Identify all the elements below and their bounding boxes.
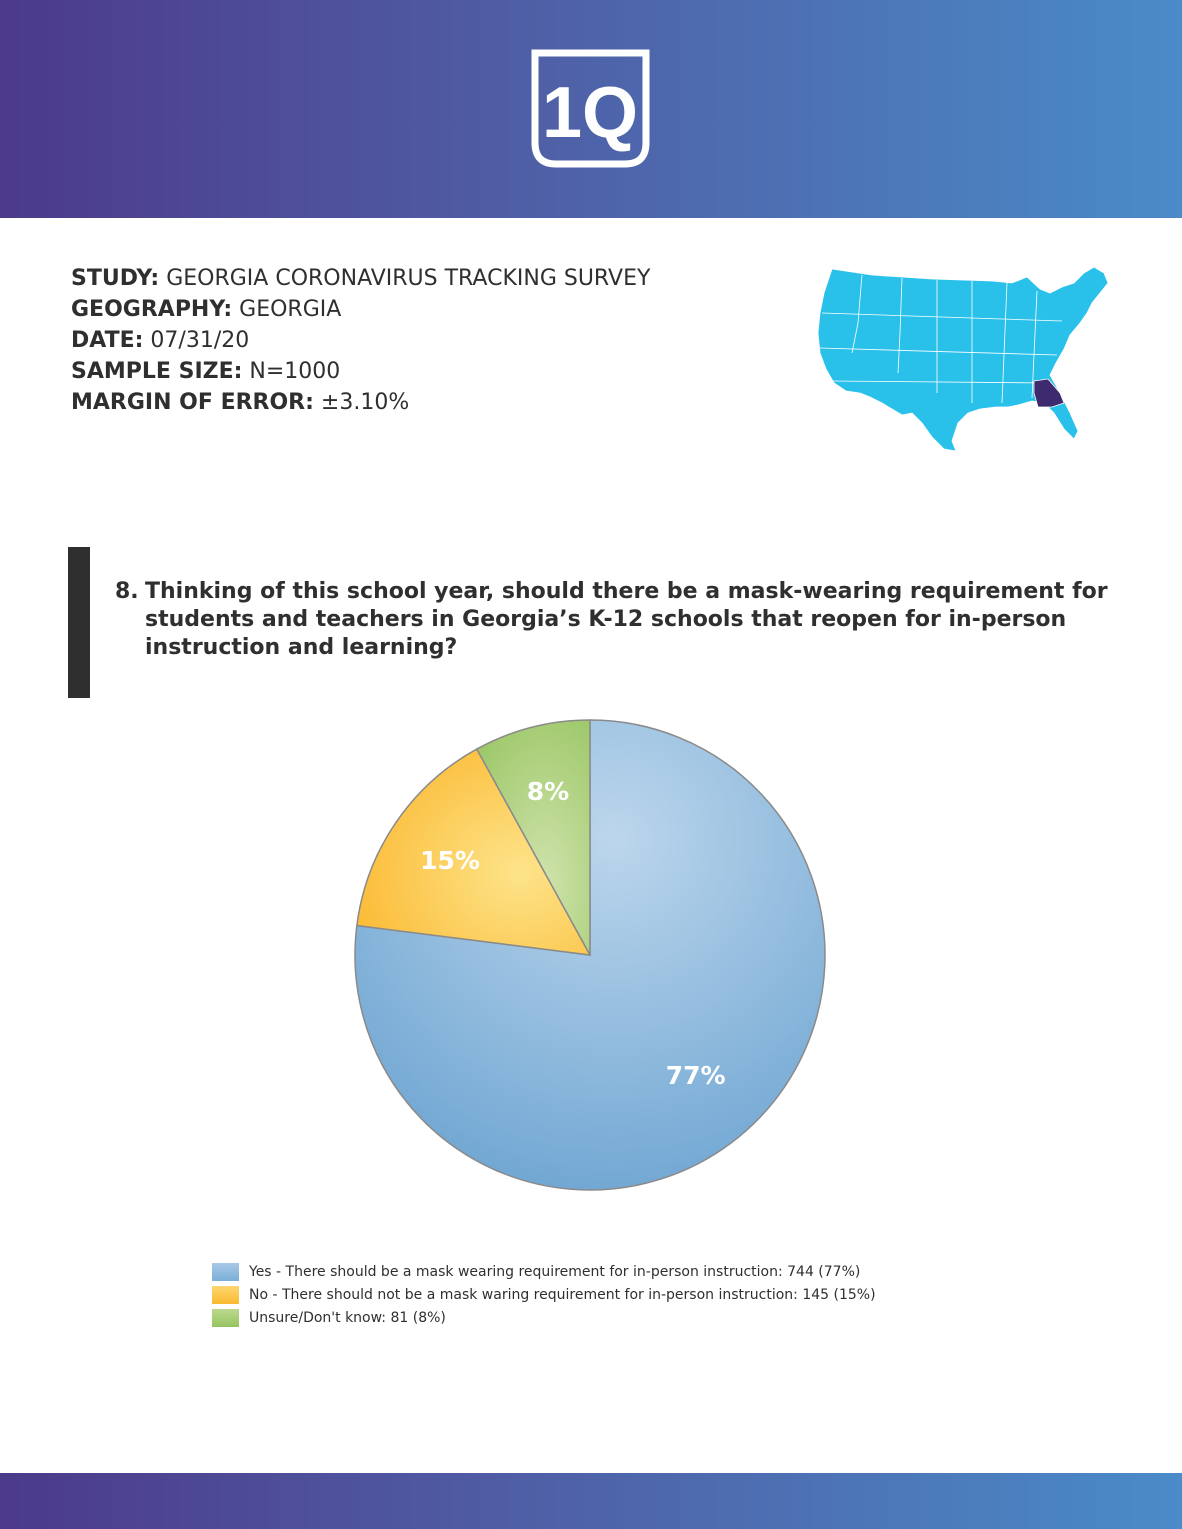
legend-label-yes: Yes - There should be a mask wearing requirement for in-person instruction: 744 (77%) <box>249 1263 861 1280</box>
pie-label-yes: 77% <box>665 1060 726 1090</box>
legend-label-no: No - There should not be a mask waring requirement for in-person instruction: 145 (15%) <box>249 1286 876 1303</box>
georgia-highlight <box>1034 379 1064 407</box>
question <box>115 578 1115 662</box>
pie-chart <box>340 705 840 1205</box>
legend-label-unsure: Unsure/Don't know: 81 (8%) <box>249 1309 446 1326</box>
study-info <box>71 263 650 418</box>
us-map-outline <box>818 267 1108 451</box>
header-banner <box>0 0 1182 218</box>
date-row: DATE: 07/31/20 <box>71 328 250 353</box>
pie-label-no: 15% <box>420 845 480 875</box>
legend-swatch-yes <box>212 1263 239 1281</box>
pie-label-unsure: 8% <box>526 777 570 807</box>
legend-swatch-no <box>212 1286 239 1304</box>
us-map-icon <box>812 263 1112 453</box>
footer-banner <box>0 1473 1182 1529</box>
question-number: 8. <box>115 579 139 604</box>
legend-item-no <box>212 1283 876 1306</box>
question-text: Thinking of this school year, should there be a mask-wearing requirement for students and teachers in Georgia’s K-12 schools that reopen for in-person instruction and learning? <box>145 579 1108 660</box>
legend-swatch-unsure <box>212 1309 239 1327</box>
logo-text: 1Q <box>541 73 639 153</box>
margin-of-error-row: MARGIN OF ERROR: ±3.10% <box>71 390 410 415</box>
legend-item-yes <box>212 1260 876 1283</box>
question-accent-bar <box>68 547 90 698</box>
chart-legend <box>212 1260 876 1329</box>
geography-row: GEOGRAPHY: GEORGIA <box>71 297 342 322</box>
sample-size-row: SAMPLE SIZE: N=1000 <box>71 359 341 384</box>
study-row: STUDY: GEORGIA CORONAVIRUS TRACKING SURVEY <box>71 266 651 291</box>
1q-logo <box>527 45 654 172</box>
legend-item-unsure <box>212 1306 876 1329</box>
